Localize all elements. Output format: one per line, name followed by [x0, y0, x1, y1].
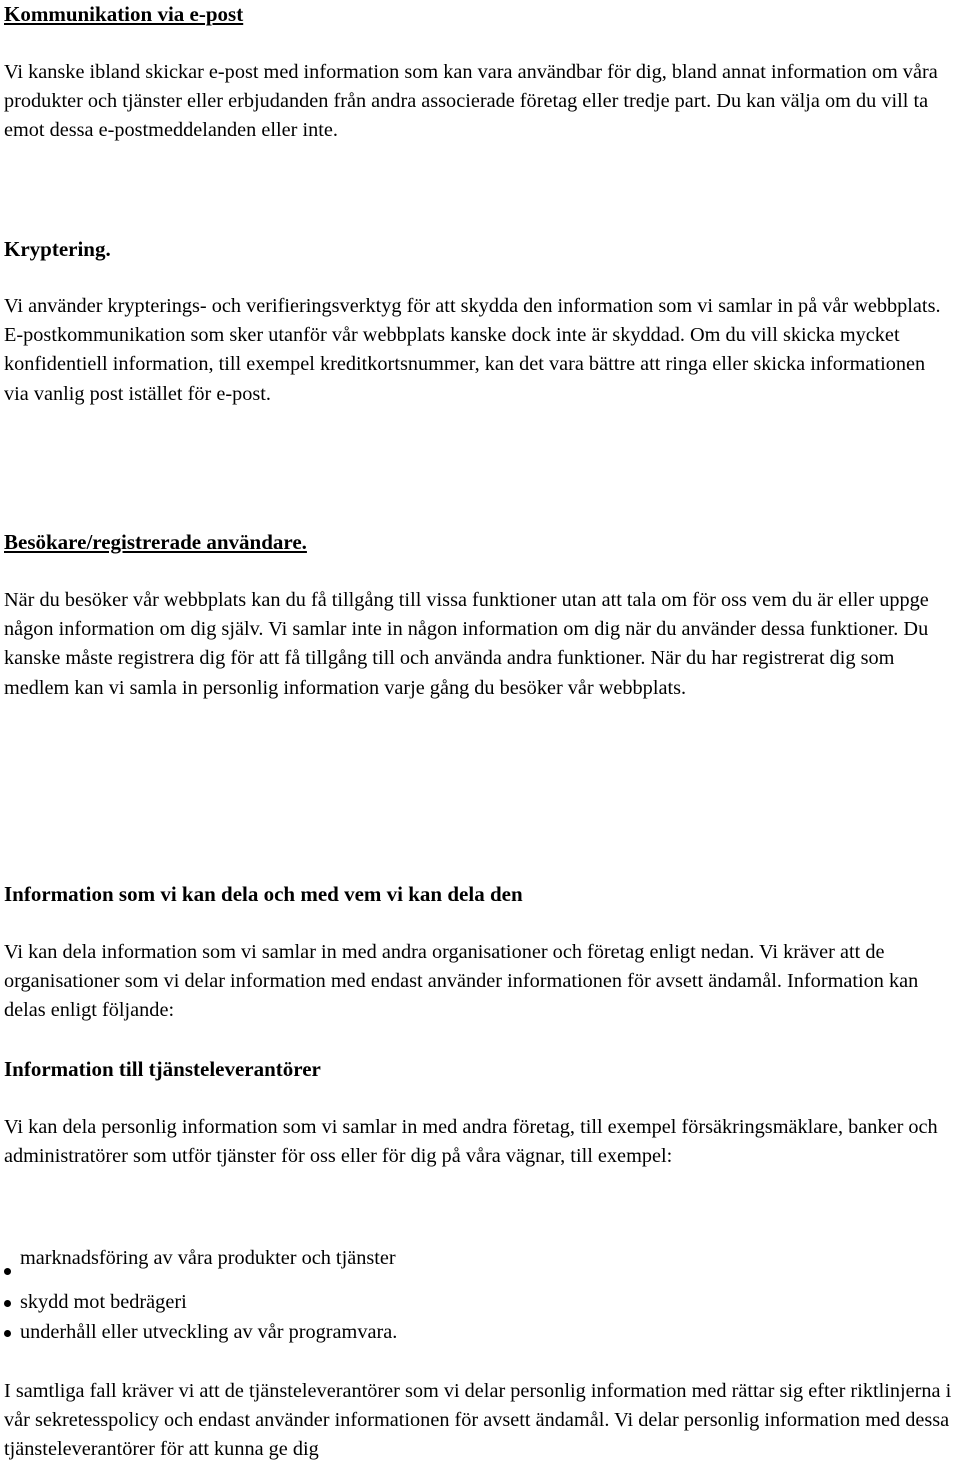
bullet-icon: [4, 1300, 11, 1307]
paragraph-email-communication: Vi kanske ibland skickar e-post med information som kan vara användbar för dig, bland annat information om våra produkter och tjänster eller erbjudanden från andra associerade företag eller tredje part. Du kan välja om du vill ta emot dessa e-postmeddelanden eller inte.: [4, 61, 938, 142]
list-item-text: underhåll eller utveckling av vår programvara.: [20, 1321, 398, 1343]
list-item-text: marknadsföring av våra produkter och tjänster: [20, 1247, 396, 1269]
heading-email-communication: Kommunikation via e-post: [4, 2, 244, 26]
paragraph-visitors: När du besöker vår webbplats kan du få tillgång till vissa funktioner utan att tala om för oss vem du är eller uppge någon information om dig själv. Vi samlar inte in någon information om dig när du använder dessa funktioner. Du kanske måste registrera dig för att få tillgång till och använda andra funktioner. När du har registrerat dig som medlem kan vi samla in personlig information varje gång du besöker vår webbplats.: [4, 589, 929, 699]
heading-encryption: Kryptering.: [4, 237, 111, 261]
heading-visitors: Besökare/registrerade användare.: [4, 530, 307, 554]
list-item-text: skydd mot bedrägeri: [20, 1291, 187, 1313]
heading-service-providers: Information till tjänsteleverantörer: [4, 1057, 321, 1081]
bullet-icon: [4, 1330, 11, 1337]
paragraph-service-providers: Vi kan dela personlig information som vi samlar in med andra företag, till exempel försäkringsmäklare, banker och administratörer som utför tjänster för oss eller för dig på våra vägnar, till exempel:: [4, 1116, 938, 1168]
heading-information-sharing: Information som vi kan dela och med vem vi kan dela den: [4, 882, 523, 906]
paragraph-service-providers-closing: I samtliga fall kräver vi att de tjänsteleverantörer som vi delar personlig information med rättar sig efter riktlinjerna i vår sekretesspolicy och endast använder informationen för avsett ändamål. Vi delar personlig information med dessa tjänsteleverantörer för att kunna ge dig: [4, 1380, 952, 1461]
bullet-icon: [4, 1268, 11, 1275]
paragraph-encryption: Vi använder krypterings- och verifieringsverktyg för att skydda den information som vi samlar in på vår webbplats. E-postkommunikation som sker utanför vår webbplats kanske dock inte är skyddad. Om du vill skicka mycket konfidentiell information, till exempel kreditkortsnummer, kan det vara bättre att ringa eller skicka informationen via vanlig post istället för e-post.: [4, 295, 941, 405]
paragraph-information-sharing: Vi kan dela information som vi samlar in med andra organisationer och företag enligt nedan. Vi kräver att de organisationer som vi delar information med endast använder informationen för avsett ändamål. Information kan delas enligt följande:: [4, 941, 919, 1022]
